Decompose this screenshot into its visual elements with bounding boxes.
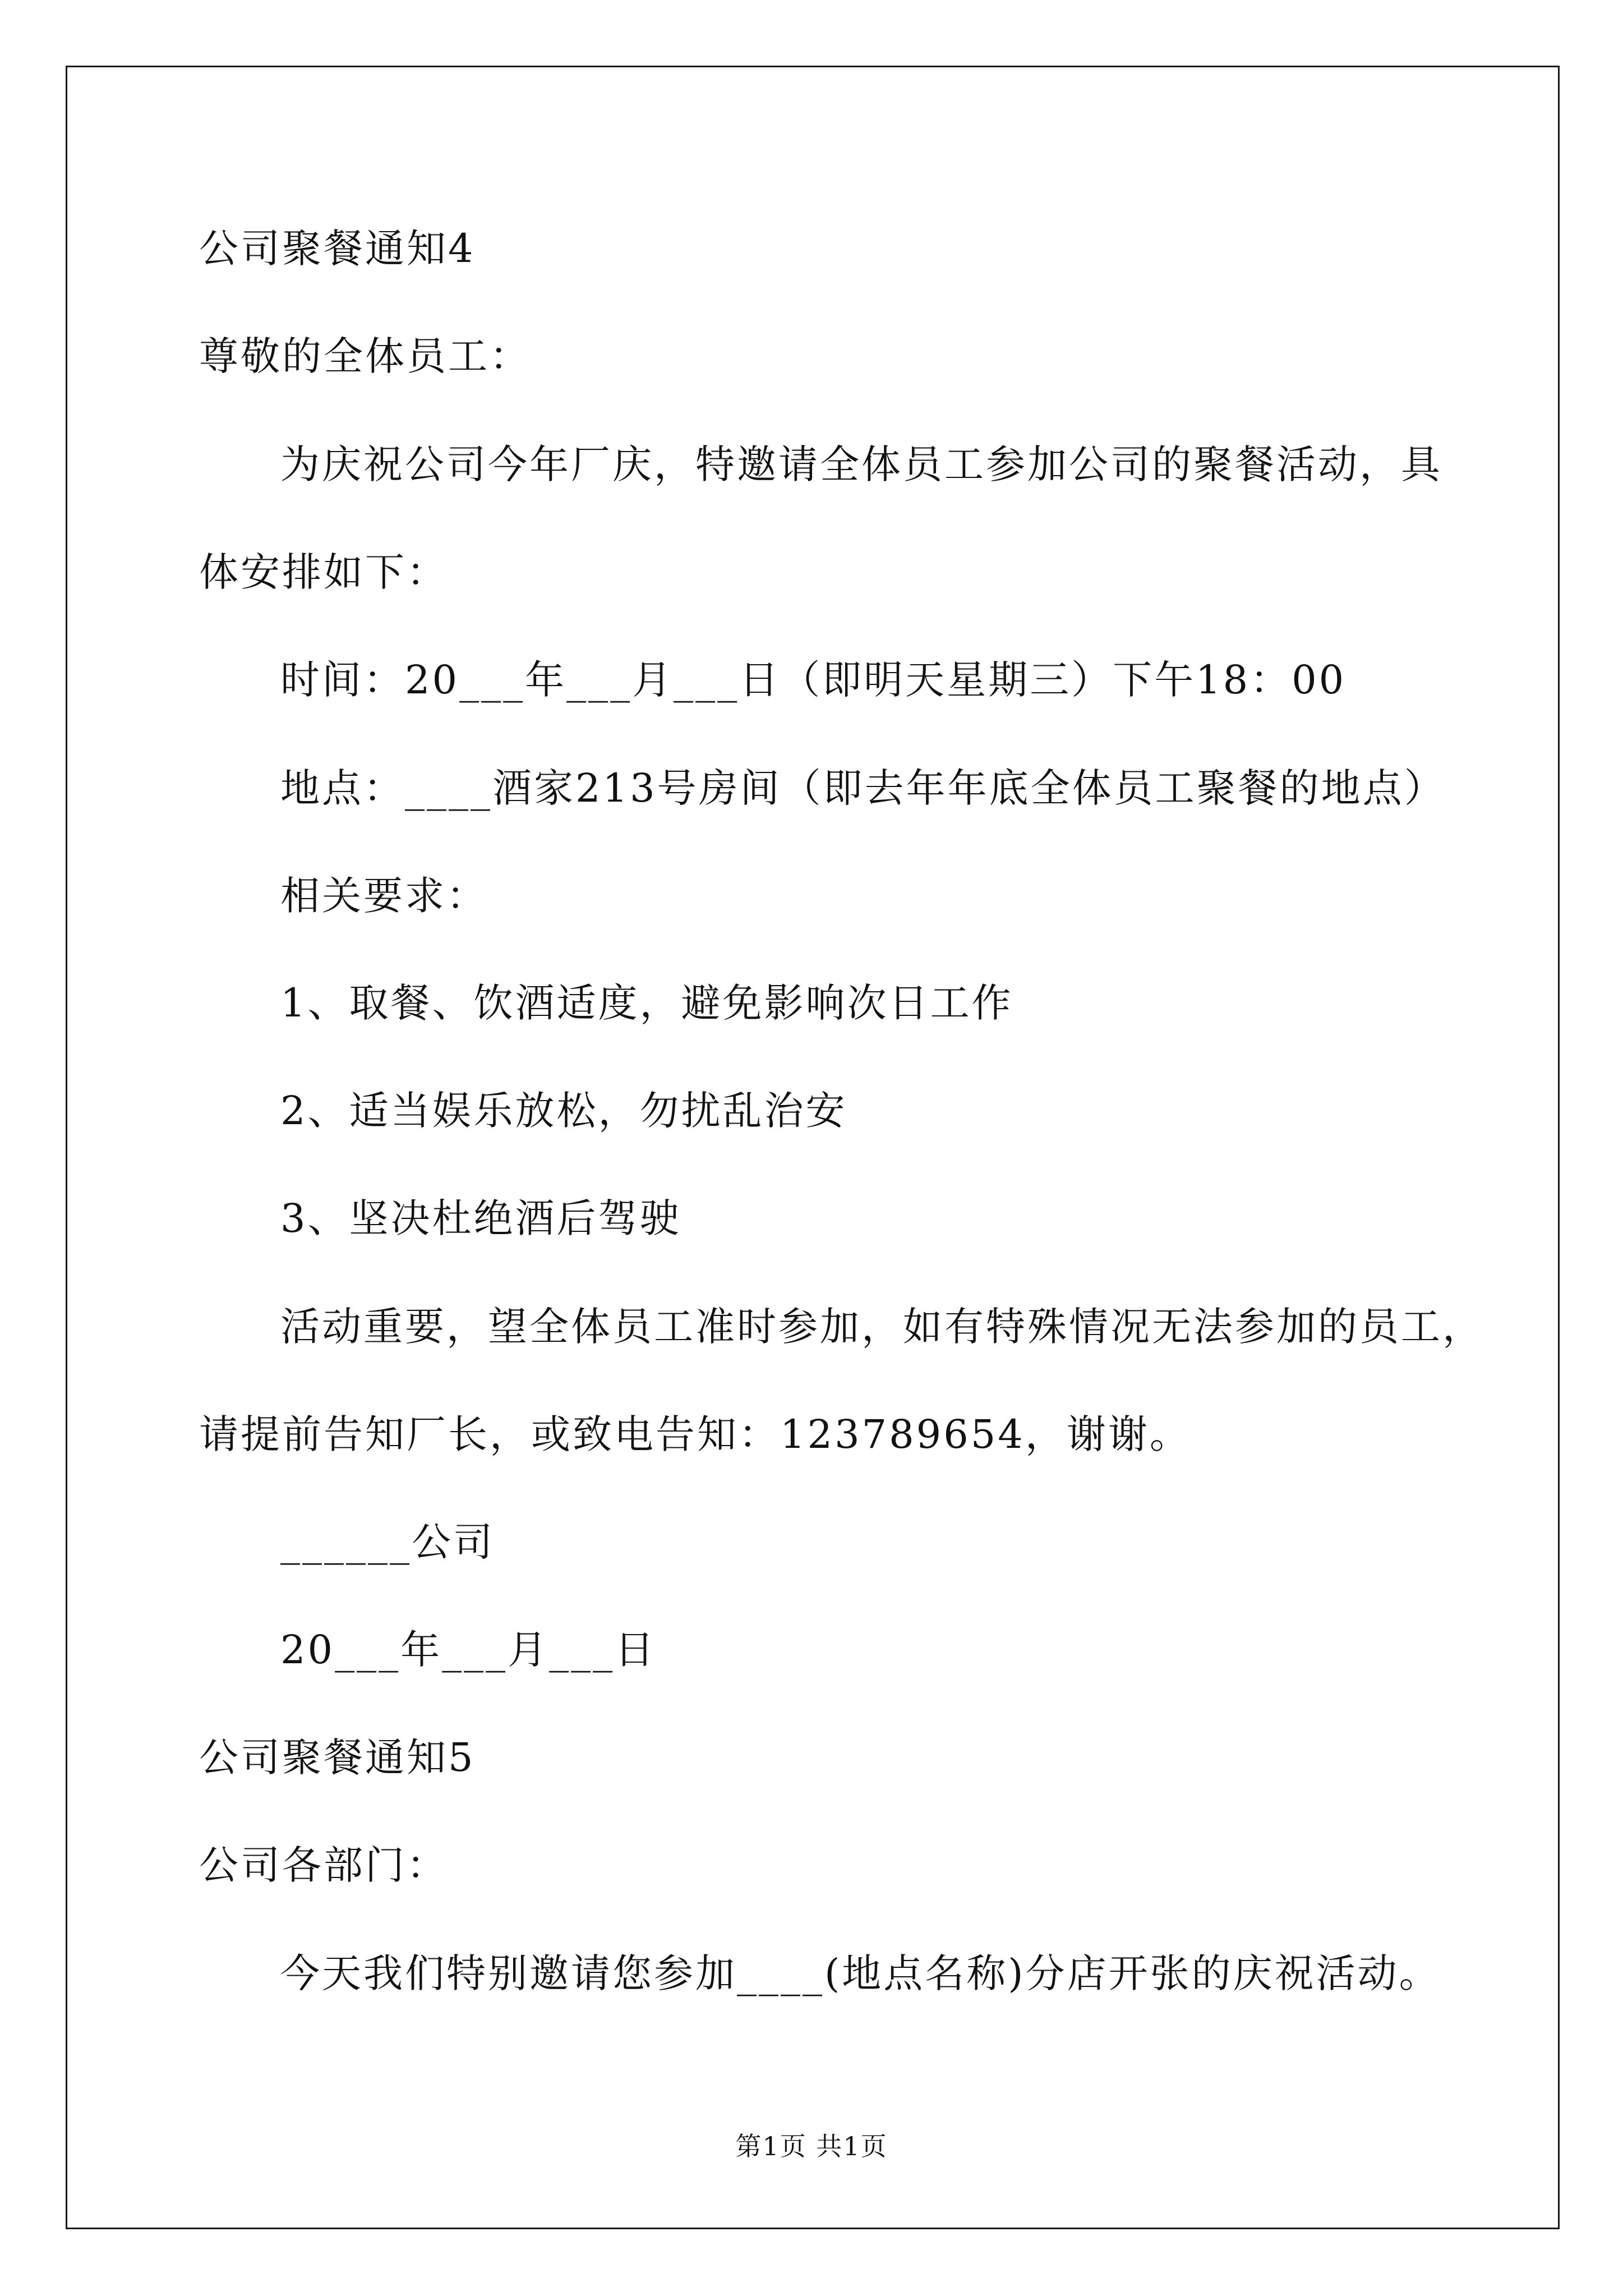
intro-paragraph-line-1: 为庆祝公司今年厂庆，特邀请全体员工参加公司的聚餐活动，具 [280,441,1442,487]
closing-paragraph-line-2: 请提前告知厂长，或致电告知：123789654，谢谢。 [199,1411,1191,1457]
invitation-paragraph: 今天我们特别邀请您参加____(地点名称)分店开张的庆祝活动。 [280,1950,1441,1996]
signature-date: 20___年___月___日 [280,1627,657,1673]
intro-paragraph-line-2: 体安排如下： [199,549,448,595]
requirements-heading: 相关要求： [280,873,488,919]
greeting-departments: 公司各部门： [199,1842,448,1888]
requirement-item-1: 1、取餐、饮酒适度，避免影响次日工作 [280,980,1013,1026]
greeting-line: 尊敬的全体员工： [199,333,531,379]
closing-paragraph-line-1: 活动重要，望全体员工准时参加，如有特殊情况无法参加的员工， [280,1304,1484,1350]
notice-title-5: 公司聚餐通知5 [199,1734,476,1780]
requirement-item-2: 2、适当娱乐放松，勿扰乱治安 [280,1088,847,1134]
notice-title-4: 公司聚餐通知4 [199,226,476,272]
time-line: 时间：20___年___月___日（即明天星期三）下午18：00 [280,657,1347,703]
requirement-item-3: 3、坚决杜绝酒后驾驶 [280,1195,681,1241]
signature-company: ______公司 [280,1519,495,1565]
page-number-footer: 第1页 共1页 [735,2131,888,2161]
location-line: 地点：____酒家213号房间（即去年年底全体员工聚餐的地点） [280,765,1446,811]
page-border [66,66,1560,2229]
